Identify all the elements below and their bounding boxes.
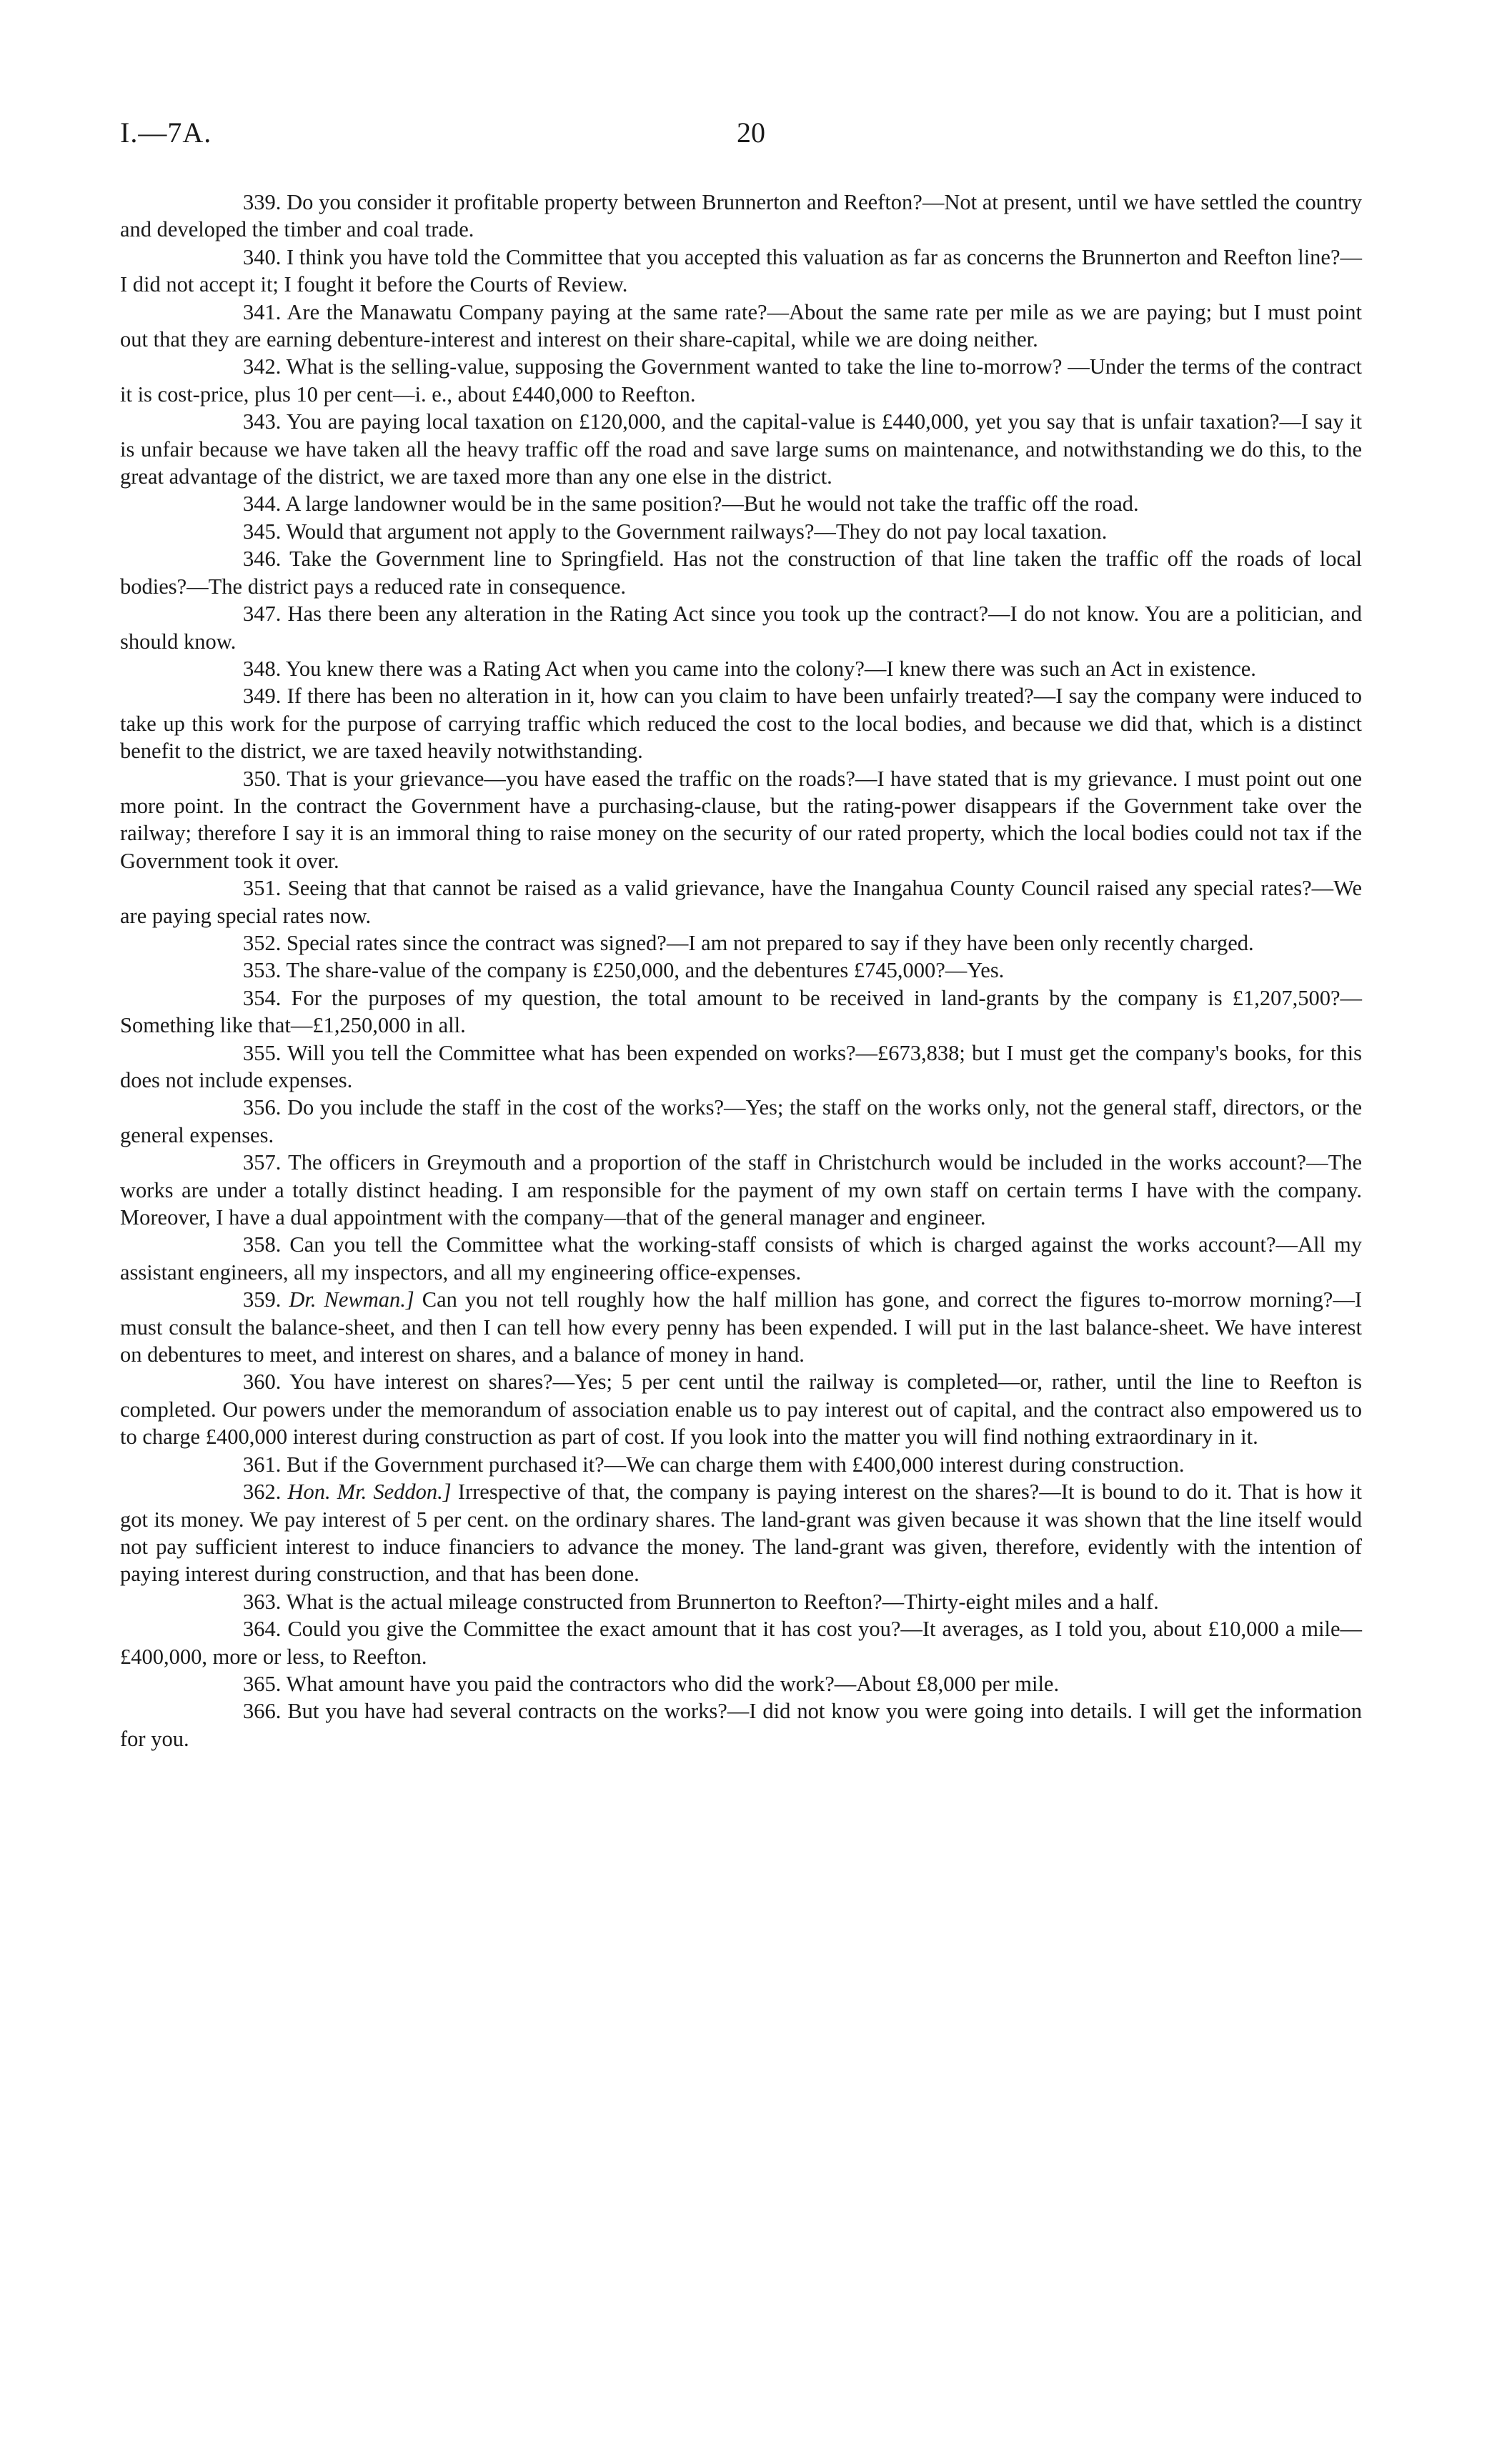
question-351: 351. Seeing that that cannot be raised as a valid grievance, have the Inangahua County Council raised any special rates?—We are paying special rates now. bbox=[120, 876, 1362, 928]
question-347: 347. Has there been any alteration in the Rating Act since you took up the contract?—I do not know. You are a politician, and should know. bbox=[120, 602, 1362, 654]
question-342: 342. What is the selling-value, supposing the Government wanted to take the line to-morrow? —Under the terms of the contract it is cost-price, plus 10 per cent—i. e., about £440,000 to Reefton. bbox=[120, 354, 1362, 406]
question-359 bbox=[120, 1286, 1362, 1368]
question-352: 352. Special rates since the contract was signed?—I am not prepared to say if they have been only recently charged. bbox=[243, 930, 1254, 955]
question-364: 364. Could you give the Committee the exact amount that it has cost you?—It averages, as I told you, about £10,000 a mile—£400,000, more or less, to Reefton. bbox=[120, 1617, 1362, 1669]
question-348: 348. You knew there was a Rating Act when you came into the colony?—I knew there was such an Act in existence. bbox=[243, 656, 1256, 681]
question-341: 341. Are the Manawatu Company paying at the same rate?—About the same rate per mile as we are paying; but I must point out that they are earning debenture-interest and interest on their share-capital, while we are doing neither. bbox=[120, 299, 1362, 352]
question-363: 363. What is the actual mileage constructed from Brunnerton to Reefton?—Thirty-eight miles and a half. bbox=[243, 1589, 1159, 1614]
question-353: 353. The share-value of the company is £250,000, and the debentures £745,000?—Yes. bbox=[243, 958, 1005, 983]
page-number: 20 bbox=[737, 116, 765, 149]
evidence-text bbox=[120, 189, 1362, 1752]
question-356: 356. Do you include the staff in the cost of the works?—Yes; the staff on the works only, not the general staff, directors, or the general expenses. bbox=[120, 1095, 1362, 1147]
question-345: 345. Would that argument not apply to the Government railways?—They do not pay local taxation. bbox=[243, 519, 1108, 544]
question-357: 357. The officers in Greymouth and a proportion of the staff in Christchurch would be included in the works account?—The works are under a totally distinct heading. I am responsible for the payment of my own staff on certain terms I have with the company. Moreover, I have a dual appointment with the company—that of the general manager and engineer. bbox=[120, 1150, 1362, 1230]
question-346: 346. Take the Government line to Springfield. Has not the construction of that line taken the traffic off the roads of local bodies?—The district pays a reduced rate in consequence. bbox=[120, 547, 1362, 599]
question-text: Irrespective of that, the company is paying interest on the shares?—It is bound to do it. That is how it got its money. We pay interest of 5 per cent. on the ordinary shares. The land-grant was given because it was shown that the line itself would not pay sufficient interest to induce financiers to advance the money. The land-grant was given, therefore, evidently with the intention of paying interest during construction, and that has been done. bbox=[120, 1480, 1363, 1587]
question-361: 361. But if the Government purchased it?—We can charge them with £400,000 interest during construction. bbox=[243, 1452, 1185, 1477]
document-reference: I.—7A. bbox=[120, 116, 212, 149]
question-365: 365. What amount have you paid the contractors who did the work?—About £8,000 per mile. bbox=[243, 1671, 1060, 1696]
question-343: 343. You are paying local taxation on £120,000, and the capital-value is £440,000, yet you say that is unfair taxation?—I say it is unfair because we have taken all the heavy traffic off the road and save large sums on maintenance, and notwithstanding we do this, to the great advantage of the district, we are taxed more than any one else in the district. bbox=[120, 409, 1362, 489]
question-344: 344. A large landowner would be in the same position?—But he would not take the traffic off the road. bbox=[243, 492, 1139, 517]
question-349: 349. If there has been no alteration in it, how can you claim to have been unfairly treated?—I say the company were induced to take up this work for the purpose of carrying traffic which reduced the cost to the local bodies, and because we did that, which is a distinct benefit to the district, we are taxed heavily notwithstanding. bbox=[120, 684, 1362, 764]
question-number: 359. bbox=[243, 1287, 282, 1312]
question-362 bbox=[120, 1478, 1362, 1588]
speaker-name: Dr. Newman.] bbox=[289, 1287, 414, 1312]
question-366: 366. But you have had several contracts on the works?—I did not know you were going into details. I will get the information for you. bbox=[120, 1699, 1362, 1751]
question-355: 355. Will you tell the Committee what has been expended on works?—£673,838; but I must get the company's books, for this does not include expenses. bbox=[120, 1040, 1362, 1092]
question-339: 339. Do you consider it profitable property between Brunnerton and Reefton?—Not at present, until we have settled the country and developed the timber and coal trade. bbox=[120, 190, 1362, 242]
question-340: 340. I think you have told the Committee that you accepted this valuation as far as concerns the Brunnerton and Reefton line?—I did not accept it; I fought it before the Courts of Review. bbox=[120, 244, 1362, 297]
question-354: 354. For the purposes of my question, the total amount to be received in land-grants by the company is £1,207,500?—Something like that—£1,250,000 in all. bbox=[120, 985, 1362, 1038]
question-number: 362. bbox=[243, 1480, 282, 1505]
page-header bbox=[120, 116, 1382, 159]
question-358: 358. Can you tell the Committee what the working-staff consists of which is charged against the works account?—All my assistant engineers, all my inspectors, and all my engineering office-expenses. bbox=[120, 1232, 1362, 1285]
question-350: 350. That is your grievance—you have eased the traffic on the roads?—I have stated that is my grievance. I must point out one more point. In the contract the Government have a purchasing-clause, but the rating-power disappears if the Government take over the railway; therefore I say it is an immoral thing to raise money on the security of our rated property, which the local bodies could not tax if the Government took it over. bbox=[120, 766, 1362, 873]
question-text: Can you not tell roughly how the half million has gone, and correct the figures to-morrow morning?—I must consult the balance-sheet, and then I can tell how every penny has been expended. I will put in the last balance-sheet. We have interest on debentures to meet, and interest on shares, and a balance of money in hand. bbox=[120, 1287, 1362, 1367]
speaker-name: Hon. Mr. Seddon.] bbox=[287, 1480, 452, 1505]
question-360: 360. You have interest on shares?—Yes; 5 per cent until the railway is completed—or, rather, until the line to Reefton is completed. Our powers under the memorandum of association enable us to pay interest out of capital, and the contract also empowered us to to charge £400,000 interest during construction as part of cost. If you look into the matter you will find nothing extraordinary in it. bbox=[120, 1370, 1362, 1450]
